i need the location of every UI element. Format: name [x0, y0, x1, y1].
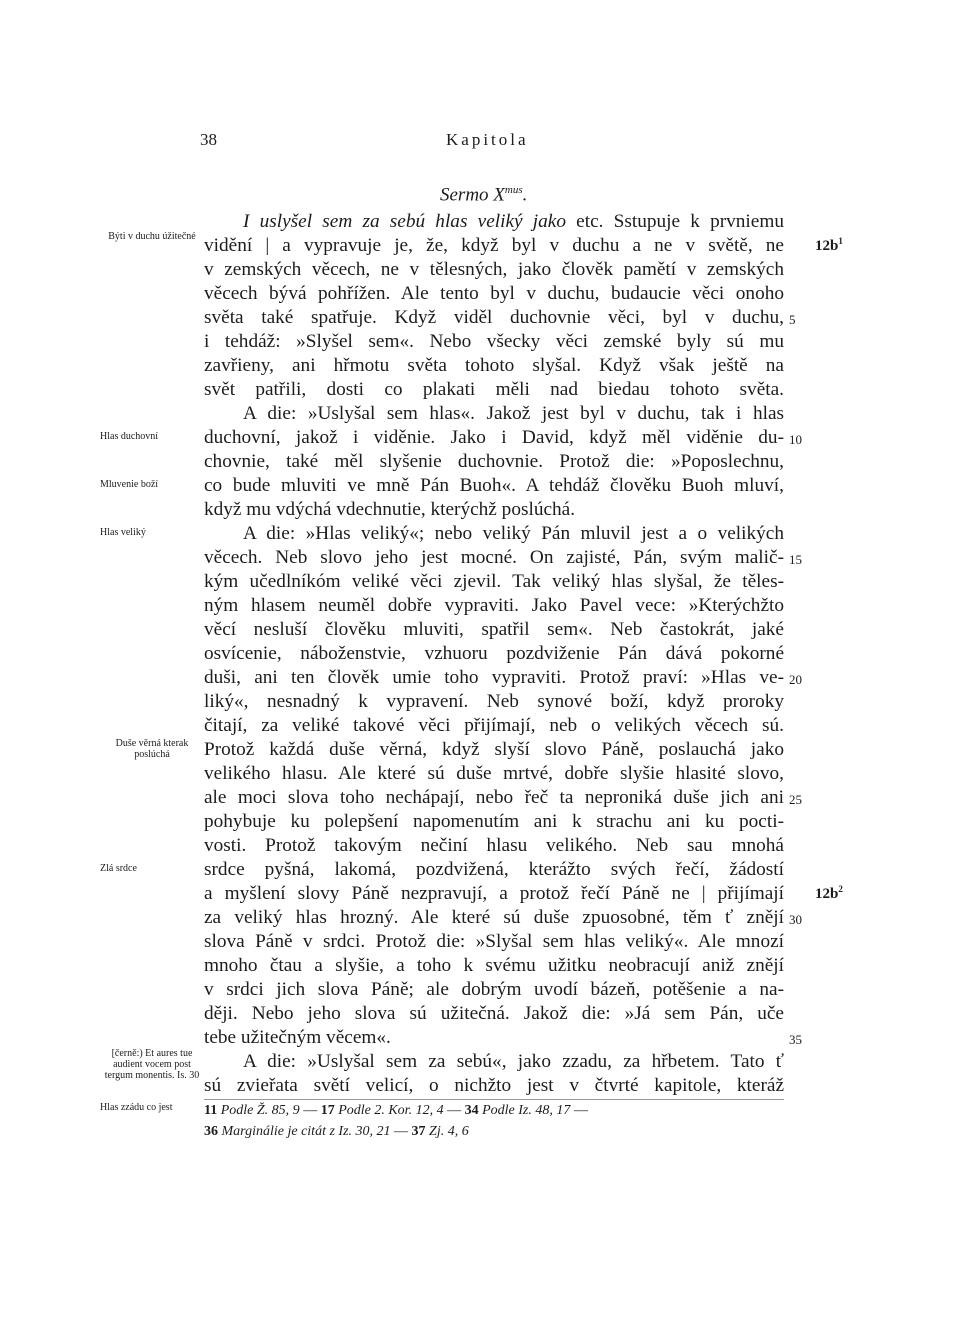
running-head: Kapitola — [446, 130, 529, 149]
text-line: svět patřili, dosti co plakati měli nad biedau tohoto světa. — [204, 379, 784, 400]
margin-note: Zlá srdce — [100, 863, 137, 874]
text-line: velikého hlasu. Ale které sú duše mrtvé, dobře slyšie hlasité slovo, — [204, 763, 784, 784]
footnote-num: 37 — [411, 1124, 426, 1139]
margin-note: Hlas duchovní — [100, 431, 159, 442]
text-line: věcech. Neb slovo jeho jest mocné. On zajisté, Pán, svým malič- — [204, 547, 784, 568]
text-line: za veliký hlas hrozný. Ale které sú duše zpuosobné, těm ť znějí — [204, 907, 784, 928]
section-title-sup: mus — [504, 184, 523, 196]
text-line: vosti. Protož takovým nečiní hlasu velikého. Neb sau mnohá — [204, 835, 784, 856]
text-line: tebe užitečným věcem«. — [204, 1027, 391, 1048]
text-line-0-rest: etc. Sstupuje k prvniemu — [565, 211, 784, 232]
text-line: ale moci slova toho nechápají, nebo řeč ta neproniká duše jich ani — [204, 787, 784, 808]
text-line: co bude mluviti ve mně Pán Buoh«. A tehdáž člověku Buoh mluví, — [204, 475, 784, 496]
text-line: duchovní, jakož i viděnie. Jako i David, když měl viděnie du- — [204, 427, 784, 448]
text-line: i tehdáž: »Slyšel sem«. Nebo všecky věci zemské byly sú mu — [204, 331, 784, 352]
folio-mark-sup: 1 — [838, 236, 843, 246]
text-line: ději. Nebo jeho slova sú užitečná. Jakož die: »Já sem Pán, uče — [204, 1003, 784, 1024]
footnote-line — [204, 1102, 784, 1120]
text-line: ným hlasem neuměl dobře vypraviti. Jako Pavel vece: »Kterýchžto — [204, 595, 784, 616]
text-line: mnoho čtau a slyšie, a toho k svému užitku neobracují aniž znějí — [204, 955, 784, 976]
footnote-num: 34 — [464, 1103, 479, 1118]
text-line: osvícenie, náboženstvie, vzhuoru pozdviženie Pán dává pokorné — [204, 643, 784, 664]
text-line: kým učedlníkóm veliké věci zjevil. Tak veliký hlas slyšal, že těles- — [204, 571, 784, 592]
text-line: vidění | a vypravuje je, že, když byl v duchu a ne v světě, ne — [204, 235, 784, 256]
line-number: 30 — [789, 912, 802, 927]
margin-note: Hlas zzádu co jest — [100, 1102, 173, 1113]
text-line: Protož každá duše věrná, když slyší slovo Páně, poslauchá jako — [204, 739, 784, 760]
folio-mark-base: 12b — [815, 886, 839, 902]
footnote-dash: — — [299, 1103, 321, 1118]
footnote-dash: — — [570, 1103, 588, 1118]
text-line: zavřieny, ani hřmotu světa tohoto slyšal. Když však ještě na — [204, 355, 784, 376]
footnote-text: Zj. 4, 6 — [425, 1124, 469, 1139]
text-line: když mu vdýchá vdechnutie, kterýchž poslúchá. — [204, 499, 576, 520]
footnote-dash: — — [443, 1103, 465, 1118]
text-line: liký«, nesnadný k vypravení. Neb synové boží, když proroky — [204, 691, 784, 712]
margin-note: Hlas veliký — [100, 527, 146, 538]
text-line: čitají, za veliké takové věci přijímají, neb o velikých věcech sú. — [204, 715, 784, 736]
text-line-0 — [243, 210, 784, 234]
line-number: 10 — [789, 432, 802, 447]
folio-mark — [815, 236, 843, 255]
text-line: v srdci jich slova Páně; ale dobrým uvodí bázeň, potěšenie a na- — [204, 979, 784, 1000]
line-number: 5 — [789, 312, 796, 327]
text-line: věcí nesluší člověku mluviti, spatřil sem«. Neb častokrát, jaké — [204, 619, 784, 640]
margin-note: Býti v duchu úžitečné — [108, 231, 196, 242]
footnote-rule — [204, 1099, 784, 1100]
line-number: 20 — [789, 672, 802, 687]
text-line: a myšlení slovy Páně nezpravují, a protož řečí Páně ne | přijímají — [204, 883, 784, 904]
line-number: 15 — [789, 552, 802, 567]
text-line: pohybuje ku polepšení napomenutím ani k strachu ani ku pocti- — [204, 811, 784, 832]
text-line: chovnie, také měl slyšenie duchovnie. Protož die: »Poposlechnu, — [204, 451, 784, 472]
footnote-text: Podle Iz. 48, 17 — [478, 1103, 571, 1118]
line-number: 35 — [789, 1032, 802, 1047]
section-title-text: Sermo X — [440, 184, 505, 206]
margin-note: Mluvenie boží — [100, 479, 159, 490]
footnote-line — [204, 1123, 784, 1141]
footnote-num: 11 — [204, 1103, 218, 1118]
section-title-end: . — [522, 184, 528, 206]
text-line: srdce pyšná, lakomá, pozdvižená, kterážto svých řečí, žádostí — [204, 859, 784, 880]
section-title — [440, 184, 527, 206]
footnote-text: Podle 2. Kor. 12, 4 — [334, 1103, 444, 1118]
incipit: I uslyšel sem za sebú hlas veliký jako — [243, 211, 566, 232]
footnote-num: 36 — [204, 1124, 218, 1139]
footnote-dash: — — [390, 1124, 412, 1139]
line-number: 25 — [789, 792, 802, 807]
text-line: A die: »Uslyšal sem za sebú«, jako zzadu, za hřbetem. Tato ť — [243, 1051, 784, 1072]
folio-mark — [815, 884, 843, 903]
text-line: A die: »Hlas veliký«; nebo veliký Pán mluvil jest a o velikých — [243, 523, 784, 544]
text-line: A die: »Uslyšal sem hlas«. Jakož jest byl v duchu, tak i hlas — [243, 403, 784, 424]
folio-mark-sup: 2 — [838, 884, 843, 894]
text-line: slova Páně v srdci. Protož die: »Slyšal sem hlas veliký«. Ale mnozí — [204, 931, 784, 952]
footnote-text: Podle Ž. 85, 9 — [217, 1103, 300, 1118]
text-line: světa také spatřuje. Když viděl duchovnie věci, byl v duchu, — [204, 307, 784, 328]
page-number: 38 — [200, 130, 217, 149]
margin-note: Duše věrná kterak poslúchá — [115, 738, 189, 760]
margin-note: [černě:) Et aures tue audient vocem post tergum monentis. Is. 30 — [104, 1048, 200, 1081]
footnote-text: Marginálie je citát z Iz. 30, 21 — [218, 1124, 391, 1139]
text-line: sú zvieřata světí velicí, o nichžto jest v čtvrté kapitole, kteráž — [204, 1075, 784, 1096]
text-line: věcech bývá pohřížen. Ale tento byl v duchu, budaucie věci onoho — [204, 283, 784, 304]
footnote-num: 17 — [320, 1103, 335, 1118]
text-line: duši, ani ten člověk umie toho vypraviti. Protož praví: »Hlas ve- — [204, 667, 784, 688]
text-line: v zemských věcech, ne v tělesných, jako člověk pamětí v zemských — [204, 259, 784, 280]
folio-mark-base: 12b — [815, 238, 839, 254]
